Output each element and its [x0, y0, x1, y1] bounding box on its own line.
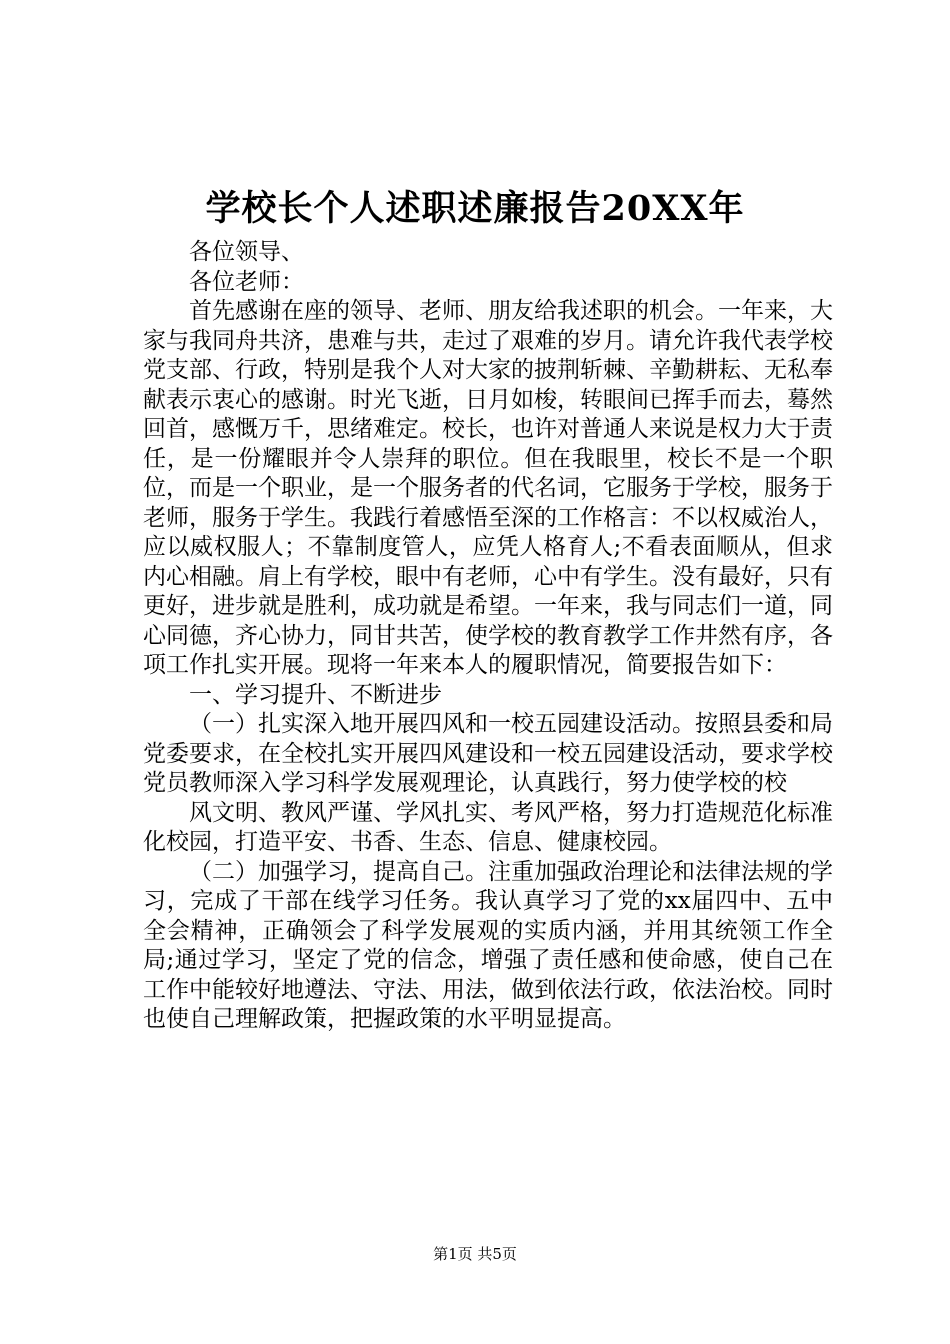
salutation-teachers: 各位老师： [189, 268, 304, 295]
salutation-leaders: 各位领导、 [189, 239, 304, 265]
section-heading-1: 一、学习提升、不断进步 [189, 681, 442, 708]
document-body [143, 238, 833, 1035]
paragraph-intro: 首先感谢在座的领导、老师、朋友给我述职的机会。一年来，大家与我同舟共济，患难与共，走过了艰难的岁月。请允许我代表学校党支部、行政，特别是我个人对大家的披荆斩棘、辛勤耕耘、无私奉献表示衷心的感谢。时光飞逝，日月如梭，转眼间已挥手而去，蓦然回首，感慨万千，思绪难定。校长，也许对普通人来说是权力大于责任，是一份耀眼并令人崇拜的职位。但在我眼里，校长不是一个职位，而是一个职业，是一个服务者的代名词，它服务于学校，服务于老师，服务于学生。我践行着感悟至深的工作格言：不以权威治人，应以威权服人；不靠制度管人，应凭人格育人;不看表面顺从，但求内心相融。肩上有学校，眼中有老师，心中有学生。没有最好，只有更好，进步就是胜利，成功就是希望。一年来，我与同志们一道，同心同德，齐心协力，同甘共苦，使学校的教育教学工作井然有序，各项工作扎实开展。现将一年来本人的履职情况，简要报告如下： [143, 298, 833, 678]
paragraph-section-1-2: （二）加强学习，提高自己。注重加强政治理论和法律法规的学习，完成了干部在线学习任务。我认真学习了党的xx届四中、五中全会精神，正确领会了科学发展观的实质内涵，并用其统领工作全局;通过学习，坚定了党的信念，增强了责任感和使命感，使自己在工作中能较好地遵法、守法、用法，做到依法行政，依法治校。同时也使自己理解政策，把握政策的水平明显提高。 [143, 858, 833, 1032]
document-title: 学校长个人述职述廉报告20XX年 [205, 188, 745, 229]
paragraph-section-1-1-cont: 风文明、教风严谨、学风扎实、考风严格，努力打造规范化标准化校园，打造平安、书香、生态、信息、健康校园。 [143, 799, 833, 855]
page-number-footer: 第1页 共5页 [433, 1245, 517, 1263]
paragraph-section-1-1: （一）扎实深入地开展四风和一校五园建设活动。按照县委和局党委要求，在全校扎实开展四风建设和一校五园建设活动，要求学校党员教师深入学习科学发展观理论，认真践行，努力使学校的校 [143, 711, 833, 796]
